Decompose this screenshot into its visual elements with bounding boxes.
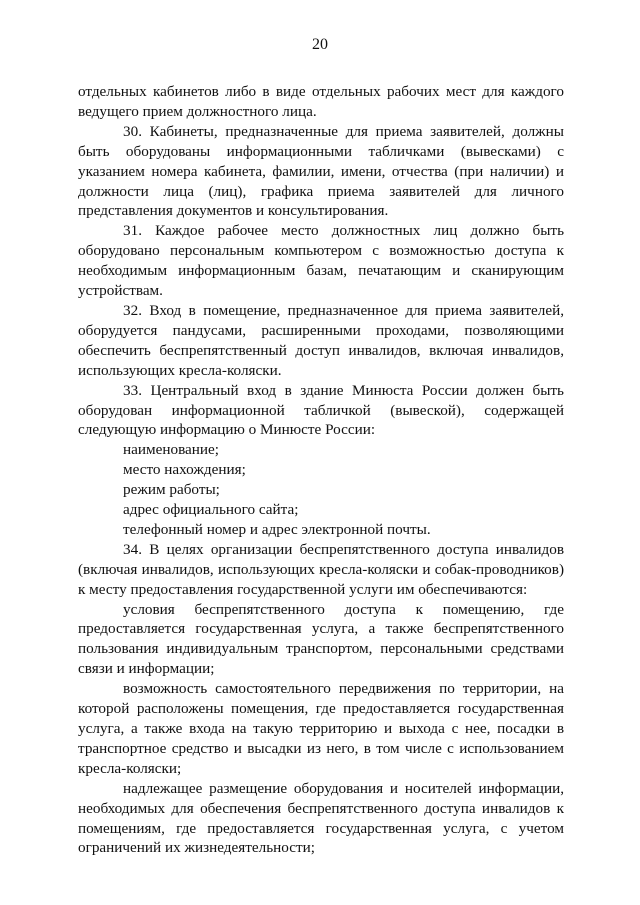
list-item-name: наименование; [123,441,219,459]
page-number: 20 [312,36,328,53]
list-item-website: адрес официального сайта; [123,501,299,519]
paragraph-33: 33. Центральный вход в здание Минюста России должен быть оборудован информационной табличкой (вывеской), содержащей следующую информацию о Минюсте России: [78,381,564,439]
document-body [78,82,564,858]
list-item-location: место нахождения; [123,461,246,479]
paragraph-31: 31. Каждое рабочее место должностных лиц должно быть оборудовано персональным компьютером с возможностью доступа к необходимым информационным базам, печатающим и сканирующим устройствам. [78,222,564,300]
paragraph-34-equipment: надлежащее размещение оборудования и носителей информации, необходимых для обеспечения беспрепятственного доступа инвалидов к помещениям, где предоставляется государственная услуга, с учетом ограничений их жизнедеятельности; [78,779,564,857]
paragraph-continuation: отдельных кабинетов либо в виде отдельных рабочих мест для каждого ведущего прием должностного лица. [78,83,564,120]
list-item-contacts: телефонный номер и адрес электронной почты. [123,520,431,538]
paragraph-32: 32. Вход в помещение, предназначенное для приема заявителей, оборудуется пандусами, расширенными проходами, позволяющими обеспечить беспрепятственный доступ инвалидов, включая инвалидов, использующих кресла-коляски. [78,301,564,379]
paragraph-30: 30. Кабинеты, предназначенные для приема заявителей, должны быть оборудованы информационными табличками (вывесками) с указанием номера кабинета, фамилии, имени, отчества (при наличии) и должности лица (лиц), графика приема заявителей для личного представления документов и консультирования. [78,122,564,220]
list-item-schedule: режим работы; [123,481,220,499]
paragraph-34-conditions: условия беспрепятственного доступа к помещению, где предоставляется государственная услуга, а также беспрепятственного пользования индивидуальным транспортом, персональными средствами связи и информации; [78,600,564,678]
paragraph-34: 34. В целях организации беспрепятственного доступа инвалидов (включая инвалидов, использующих кресла-коляски и собак-проводников) к месту предоставления государственной услуги им обеспечиваются: [78,540,564,598]
paragraph-34-movement: возможность самостоятельного передвижения по территории, на которой расположены помещения, где предоставляется государственная услуга, а также входа на такую территорию и выхода с нее, посадки в транспортное средство и высадки из него, в том числе с использованием кресла-коляски; [78,680,564,777]
